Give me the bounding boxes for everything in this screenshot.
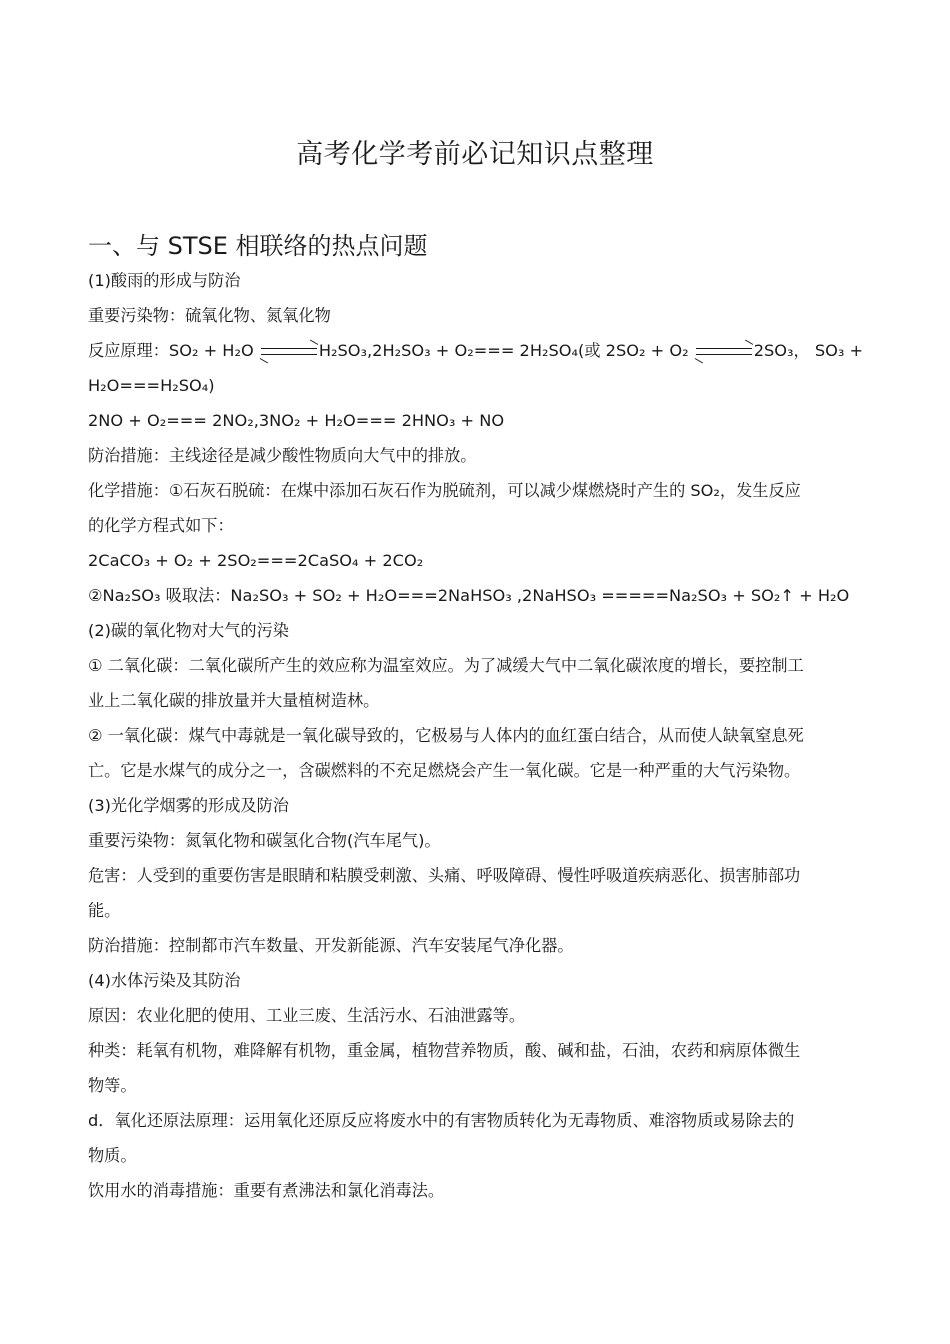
- paragraph-line: 危害：人受到的重要伤害是眼睛和粘膜受刺激、头痛、呼吸障碍、慢性呼吸道疾病恶化、损害肺部功: [88, 866, 801, 885]
- subsection-heading: (2)碳的氧化物对大气的污染: [88, 621, 289, 640]
- equation-line: 2NO + O₂=== 2NO₂,3NO₂ + H₂O=== 2HNO₃ + NO: [88, 411, 505, 430]
- paragraph-line: 物等。: [88, 1076, 137, 1095]
- paragraph-line: ② 一氧化碳：煤气中毒就是一氧化碳导致的，它极易与人体内的血红蛋白结合，从而使人缺氧窒息死: [88, 726, 804, 745]
- equation-text: H₂SO₃,2H₂SO₃ + O₂=== 2H₂SO₄(或 2SO₂ + O₂: [318, 341, 694, 360]
- paragraph-line: 防治措施：主线途径是减少酸性物质向大气中的排放。: [88, 446, 477, 465]
- paragraph-line: 化学措施：①石灰石脱硫：在煤中添加石灰石作为脱硫剂，可以减少煤燃烧时产生的 SO₂，发生反应: [88, 481, 801, 500]
- reversible-arrow-icon: [696, 345, 752, 359]
- equation-line: H₂O===H₂SO₄): [88, 376, 215, 395]
- paragraph-line: 业上二氧化碳的排放量并大量植树造林。: [88, 691, 380, 710]
- paragraph-line: 的化学方程式如下：: [88, 516, 234, 535]
- equation-text: 2SO₃， SO₃ +: [753, 341, 864, 360]
- paragraph-line: ① 二氧化碳：二氧化碳所产生的效应称为温室效应。为了减缓大气中二氧化碳浓度的增长，要控制工: [88, 656, 804, 675]
- paragraph-line: 重要污染物：氮氧化物和碳氢化合物(汽车尾气)。: [88, 831, 441, 850]
- paragraph-line: d．氧化还原法原理：运用氧化还原反应将废水中的有害物质转化为无毒物质、难溶物质或易除去的: [88, 1111, 795, 1130]
- subsection-heading: (1)酸雨的形成与防治: [88, 271, 241, 290]
- equation-text: 反应原理：SO₂ + H₂O: [88, 341, 259, 360]
- page-title: 高考化学考前必记知识点整理: [296, 139, 654, 170]
- paragraph-line: 原因：农业化肥的使用、工业三废、生活污水、石油泄露等。: [88, 1006, 526, 1025]
- section-heading: 一、与 STSE 相联络的热点问题: [88, 232, 428, 260]
- paragraph-line: 防治措施：控制都市汽车数量、开发新能源、汽车安装尾气净化器。: [88, 936, 574, 955]
- equation-line: 2CaCO₃ + O₂ + 2SO₂===2CaSO₄ + 2CO₂: [88, 551, 424, 570]
- subsection-heading: (4)水体污染及其防治: [88, 971, 241, 990]
- subsection-heading: (3)光化学烟雾的形成及防治: [88, 796, 289, 815]
- paragraph-line: 重要污染物：硫氧化物、氮氧化物: [88, 306, 331, 325]
- document-body: [88, 268, 866, 1213]
- paragraph-line: 物质。: [88, 1146, 137, 1165]
- paragraph-line: 能。: [88, 901, 121, 920]
- equation-line: [88, 338, 866, 373]
- paragraph-line: 种类：耗氧有机物，难降解有机物，重金属，植物营养物质，酸、碱和盐，石油，农药和病原体微生: [88, 1041, 801, 1060]
- paragraph-line: 饮用水的消毒措施：重要有煮沸法和氯化消毒法。: [88, 1181, 445, 1200]
- reversible-arrow-icon: [261, 345, 317, 359]
- paragraph-line: 亡。它是水煤气的成分之一，含碳燃料的不充足燃烧会产生一氧化碳。它是一种严重的大气污染物。: [88, 761, 801, 780]
- equation-line: ②Na₂SO₃ 吸取法：Na₂SO₃ + SO₂ + H₂O===2NaHSO₃ ,2NaHSO₃ =====Na₂SO₃ + SO₂↑ + H₂O: [88, 586, 850, 605]
